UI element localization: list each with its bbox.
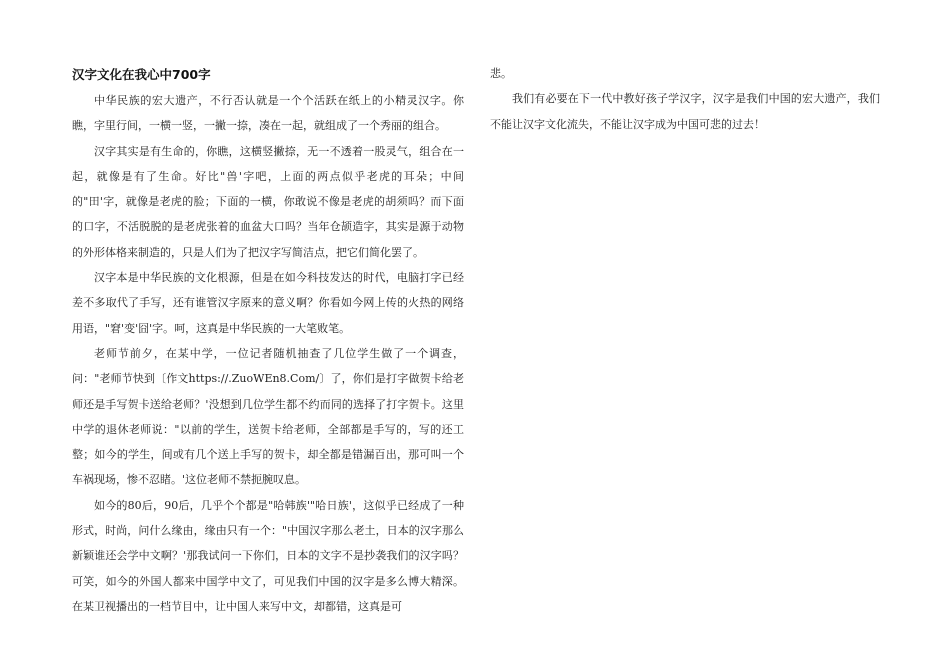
document-title: 汉字文化在我心中700字 bbox=[72, 67, 211, 82]
paragraph-5-continuation: 悲。 bbox=[490, 67, 512, 80]
paragraph-5: 如今的80后，90后，几乎个个都是"哈韩族'"哈日族'，这似乎已经成了一种形式，时尚，问什么缘由，缘由只有一个："中国汉字那么老土，日本的汉字那么新颖谁还会学中文啊？'那我试问一下你们，日本的文字不是抄袭我们的汉字吗？可笑，如今的外国人都来中国学中文了，可见我们中国的汉字是多么博大精深。在某卫视播出的一档节目中，让中国人来写中文，却都错，这真是可 bbox=[72, 498, 464, 613]
paragraph-6: 我们有必要在下一代中教好孩子学汉字，汉字是我们中国的宏大遗产，我们不能让汉字文化流失，不能让汉字成为中国可悲的过去！ bbox=[490, 92, 880, 131]
paragraph-2: 汉字其实是有生命的，你瞧，这横竖撇捺，无一不透着一股灵气，组合在一起，就像是有了生命。好比"兽'字吧，上面的两点似乎老虎的耳朵；中间的"田'字，就像是老虎的脸；下面的一横，你敢说不像是老虎的胡须吗？而下面的口字，不活脱脱的是老虎张着的血盆大口吗？当年仓颉造字，其实是源于动物的外形体格来制造的，只是人们为了把汉字写简洁点，把它们简化罢了。 bbox=[72, 144, 464, 259]
paragraph-4: 老师节前夕，在某中学，一位记者随机抽查了几位学生做了一个调查，问："老师节快到〔作文https://.ZuoWEn8.Com/〕了，你们是打字做贺卡给老师还是手写贺卡送给老师？'没想到几位学生都不约而同的选择了打字贺卡。这里中学的退休老师说："以前的学生，送贺卡给老师，全部都是手写的，写的还工整；如今的学生，间或有几个送上手写的贺卡，却全都是错漏百出，那可叫一个车祸现场，惨不忍睹。'这位老师不禁扼腕叹息。 bbox=[72, 346, 464, 487]
right-column-body bbox=[490, 61, 880, 137]
left-column-body bbox=[72, 88, 464, 619]
paragraph-1: 中华民族的宏大遗产，不行否认就是一个个活跃在纸上的小精灵汉字。你瞧，字里行间，一横一竖，一撇一捺，凑在一起，就组成了一个秀丽的组合。 bbox=[72, 94, 464, 133]
paragraph-3: 汉字本是中华民族的文化根源，但是在如今科技发达的时代，电脑打字已经差不多取代了手写，还有谁管汉字原来的意义啊？你看如今网上传的火热的网络用语，"窘'变'囧'字。呵，这真是中华民族的一大笔败笔。 bbox=[72, 271, 464, 335]
